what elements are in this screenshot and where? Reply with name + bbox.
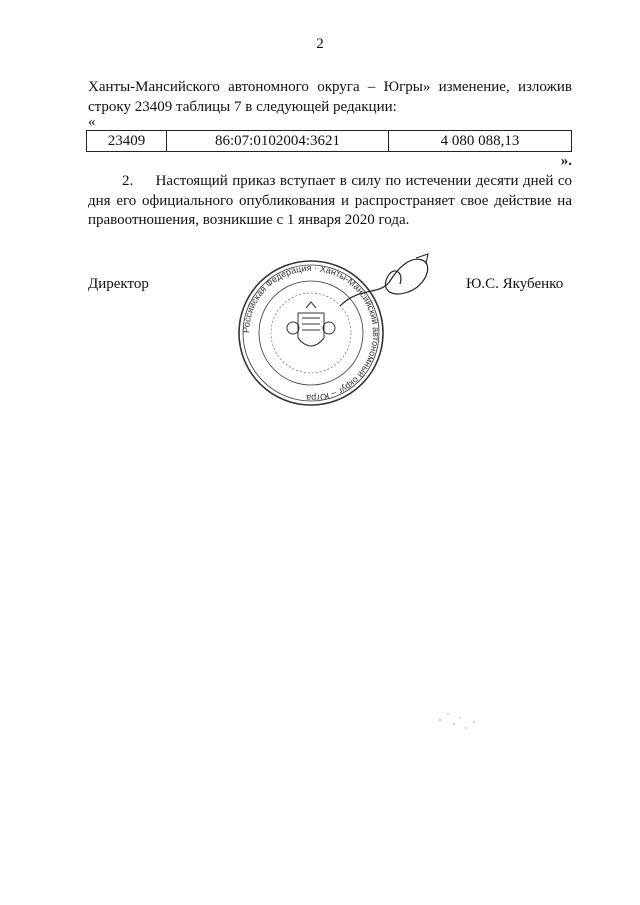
amendment-table	[86, 130, 572, 152]
signatory-name: Ю.С. Якубенко	[466, 276, 564, 292]
scan-artifact	[430, 700, 490, 740]
signatory-position: Директор	[88, 276, 149, 292]
coat-of-arms-icon	[287, 302, 335, 346]
stamp-text: Российская Федерация · Ханты-Мансийский автономный округ – Югра	[240, 262, 382, 404]
page-number: 2	[316, 36, 324, 52]
paragraph-effective-date: 2. Настоящий приказ вступает в силу по истечении десяти дней со дня его официального опубликования и распространяет свое действие на правоотношения, возникшие с 1 января 2020 года.	[88, 173, 572, 228]
table-cell-value: 4 080 088,13	[440, 133, 520, 149]
paragraph-amendment: Ханты-Мансийского автономного округа – Югры» изменение, изложив строку 23409 таблицы 7 в следующей редакции:	[88, 79, 572, 115]
table-cell-row-number: 23409	[87, 131, 167, 151]
table-cell-cadastral-number: 86:07:0102004:3621	[167, 131, 389, 151]
quote-close: ».	[560, 153, 572, 169]
handwritten-signature	[330, 246, 440, 326]
quote-open: «	[88, 114, 96, 130]
